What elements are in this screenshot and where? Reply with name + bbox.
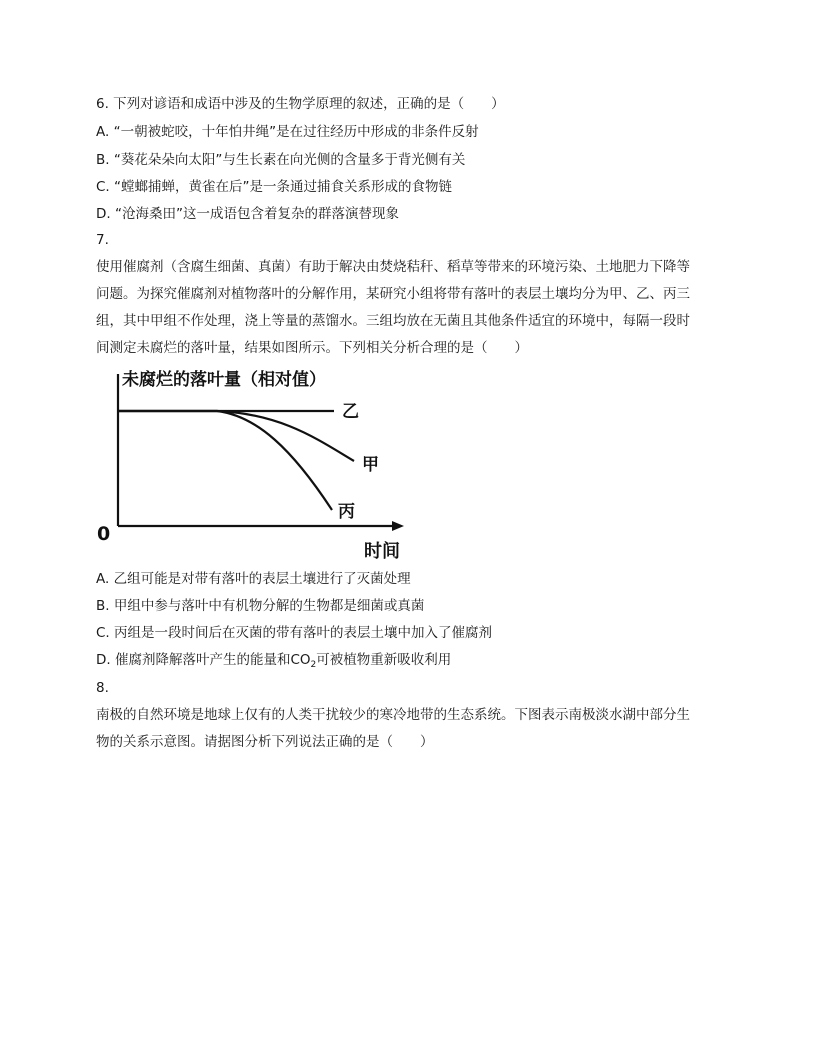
q7-number: 7.: [96, 232, 109, 248]
q7-option-d-pre: D. 催腐剂降解落叶产生的能量和: [96, 652, 291, 668]
x-axis-arrow: [392, 521, 404, 531]
y-axis-label: 未腐烂的落叶量（相对值）: [122, 370, 326, 390]
q7-stem-line-4: 间测定未腐烂的落叶量，结果如图所示。下列相关分析合理的是（ ）: [96, 340, 528, 356]
series-jia-line: [118, 411, 354, 461]
q8-number: 8.: [96, 680, 109, 696]
q7-option-d: [96, 651, 451, 674]
q6-option-d: D. “沧海桑田”这一成语包含着复杂的群落演替现象: [96, 206, 399, 222]
q7-option-d-post: 可被植物重新吸收利用: [316, 652, 452, 668]
q7-stem-line-1: 使用催腐剂（含腐生细菌、真菌）有助于解决由焚烧秸秆、稻草等带来的环境污染、土地肥力下降等: [96, 259, 690, 275]
co2-subscript: 2: [310, 660, 317, 670]
series-bing-line: [118, 411, 332, 510]
q7-option-b: B. 甲组中参与落叶中有机物分解的生物都是细菌或真菌: [96, 598, 425, 614]
q8-stem-line-1: 南极的自然环境是地球上仅有的人类干扰较少的寒冷地带的生态系统。下图表示南极淡水湖中部分生: [96, 707, 690, 723]
series-label-bing: 丙: [338, 502, 355, 522]
q6-option-a: A. “一朝被蛇咬，十年怕井绳”是在过往经历中形成的非条件反射: [96, 124, 479, 140]
series-label-jia: 甲: [362, 455, 379, 475]
q7-option-c: C. 丙组是一段时间后在灭菌的带有落叶的表层土壤中加入了催腐剂: [96, 625, 493, 641]
q6-option-c: C. “螳螂捕蝉，黄雀在后”是一条通过捕食关系形成的食物链: [96, 179, 452, 195]
x-axis-label: 时间: [364, 541, 400, 562]
q6-stem: 6. 下列对谚语和成语中涉及的生物学原理的叙述，正确的是（ ）: [96, 96, 505, 112]
leaf-decomposition-chart: [92, 364, 412, 562]
q6-option-b: B. “葵花朵朵向太阳”与生长素在向光侧的含量多于背光侧有关: [96, 152, 466, 168]
q7-stem-line-2: 问题。为探究催腐剂对植物落叶的分解作用，某研究小组将带有落叶的表层土壤均分为甲、乙、丙三: [96, 286, 690, 302]
q7-option-a: A. 乙组可能是对带有落叶的表层土壤进行了灭菌处理: [96, 571, 411, 587]
series-label-yi: 乙: [342, 402, 359, 422]
co2-formula: [290, 652, 316, 668]
q7-stem-line-3: 组，其中甲组不作处理，浇上等量的蒸馏水。三组均放在无菌且其他条件适宜的环境中，每隔一段时: [96, 313, 690, 329]
origin-label: 0: [97, 523, 111, 545]
q8-stem-line-2: 物的关系示意图。请据图分析下列说法正确的是（ ）: [96, 734, 434, 750]
co-text: CO: [290, 652, 311, 668]
